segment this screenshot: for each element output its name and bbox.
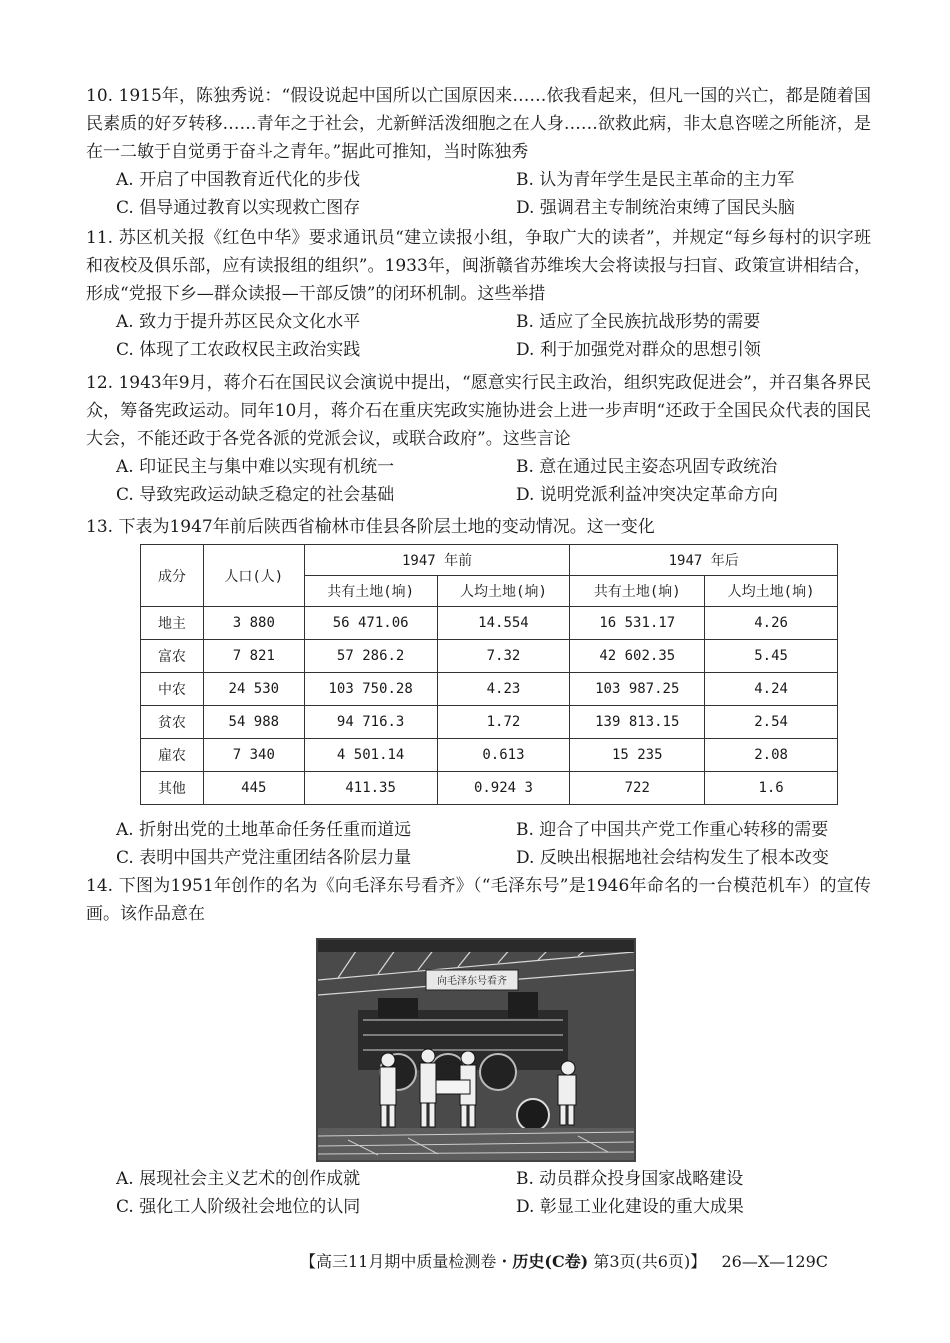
question-14 (86, 872, 871, 928)
option-c: C. 导致宪政运动缺乏稳定的社会基础 (116, 485, 395, 505)
question-10 (86, 82, 871, 222)
option-b: B. 意在通过民主姿态巩固专政统治 (516, 457, 778, 477)
question-10-options (86, 166, 871, 222)
cell-class: 地主 (141, 607, 204, 640)
question-12 (86, 369, 871, 509)
cell-population: 7 340 (203, 739, 304, 772)
cell-before-total: 4 501.14 (304, 739, 437, 772)
option-a: A. 开启了中国教育近代化的步伐 (116, 170, 361, 190)
poster-sign-text: 向毛泽东号看齐 (437, 976, 507, 987)
question-11 (86, 224, 871, 364)
question-10-stem: 10. 1915年，陈独秀说：“假设说起中国所以亡国原因来……依我看起来，但凡一国的兴亡，都是随着国民素质的好歹转移……青年之于社会，尤新鲜活泼细胞之在人身……欲救此病，非太息咨嗟之所能济，是在一二敏于自觉勇于奋斗之青年。”据此可推知，当时陈独秀 (86, 86, 871, 162)
footer-page-number: 第3页(共6页)】 (593, 1252, 707, 1271)
option-a: A. 折射出党的土地革命任务任重而道远 (116, 820, 412, 840)
option-b: B. 认为青年学生是民主革命的主力军 (516, 170, 795, 190)
option-d: D. 反映出根据地社会结构发生了根本改变 (516, 848, 829, 868)
cell-before-avg: 0.924 3 (437, 772, 570, 805)
cell-after-avg: 2.08 (705, 739, 838, 772)
poster-illustration (318, 940, 634, 1160)
cell-before-avg: 1.72 (437, 706, 570, 739)
cell-population: 3 880 (203, 607, 304, 640)
question-14-stem: 14. 下图为1951年创作的名为《向毛泽东号看齐》（“毛泽东号”是1946年命名的一台模范机车）的宣传画。该作品意在 (86, 876, 871, 924)
header-before-1947: 1947 年前 (304, 545, 570, 576)
question-13 (86, 513, 871, 541)
table-row (141, 640, 838, 673)
option-a: A. 印证民主与集中难以实现有机统一 (116, 457, 395, 477)
cell-before-total: 103 750.28 (304, 673, 437, 706)
cell-after-total: 103 987.25 (570, 673, 705, 706)
option-a: A. 展现社会主义艺术的创作成就 (116, 1169, 361, 1189)
option-d: D. 说明党派利益冲突决定革命方向 (516, 485, 778, 505)
option-c: C. 倡导通过教育以实现救亡图存 (116, 198, 361, 218)
footer-subject: 历史(C卷) (512, 1252, 589, 1271)
cell-before-total: 411.35 (304, 772, 437, 805)
table-row (141, 739, 838, 772)
option-d: D. 彰显工业化建设的重大成果 (516, 1197, 744, 1217)
cell-population: 24 530 (203, 673, 304, 706)
option-c: C. 体现了工农政权民主政治实践 (116, 340, 361, 360)
header-population: 人口(人) (203, 545, 304, 607)
option-b: B. 适应了全民族抗战形势的需要 (516, 312, 761, 332)
propaganda-poster-image (316, 938, 636, 1162)
page-footer (300, 1249, 860, 1272)
cell-before-avg: 14.554 (437, 607, 570, 640)
cell-after-avg: 4.26 (705, 607, 838, 640)
header-before-total: 共有土地(垧) (304, 576, 437, 607)
table-row (141, 706, 838, 739)
cell-after-total: 16 531.17 (570, 607, 705, 640)
cell-class: 雇农 (141, 739, 204, 772)
table-row (141, 772, 838, 805)
cell-population: 445 (203, 772, 304, 805)
cell-class: 贫农 (141, 706, 204, 739)
cell-before-avg: 0.613 (437, 739, 570, 772)
cell-before-avg: 4.23 (437, 673, 570, 706)
question-13-options (86, 816, 871, 872)
question-13-stem: 13. 下表为1947年前后陕西省榆林市佳县各阶层土地的变动情况。这一变化 (86, 517, 655, 537)
cell-before-total: 94 716.3 (304, 706, 437, 739)
option-d: D. 强调君主专制统治束缚了国民头脑 (516, 198, 795, 218)
header-after-total: 共有土地(垧) (570, 576, 705, 607)
cell-class: 中农 (141, 673, 204, 706)
header-before-avg: 人均土地(垧) (437, 576, 570, 607)
cell-class: 其他 (141, 772, 204, 805)
footer-exam-title: 【高三11月期中质量检测卷・ (300, 1252, 513, 1271)
table-row (141, 673, 838, 706)
option-b: B. 动员群众投身国家战略建设 (516, 1169, 744, 1189)
cell-population: 54 988 (203, 706, 304, 739)
cell-after-avg: 1.6 (705, 772, 838, 805)
header-after-avg: 人均土地(垧) (705, 576, 838, 607)
cell-after-avg: 4.24 (705, 673, 838, 706)
question-11-options (86, 308, 871, 364)
header-after-1947: 1947 年后 (570, 545, 838, 576)
cell-before-avg: 7.32 (437, 640, 570, 673)
footer-paper-code: 26—X—129C (721, 1252, 829, 1271)
option-a: A. 致力于提升苏区民众文化水平 (116, 312, 361, 332)
option-c: C. 强化工人阶级社会地位的认同 (116, 1197, 361, 1217)
cell-after-total: 15 235 (570, 739, 705, 772)
cell-after-total: 722 (570, 772, 705, 805)
table-row (141, 607, 838, 640)
option-b: B. 迎合了中国共产党工作重心转移的需要 (516, 820, 829, 840)
cell-before-total: 56 471.06 (304, 607, 437, 640)
question-12-stem: 12. 1943年9月，蒋介石在国民议会演说中提出，“愿意实行民主政治，组织宪政促进会”，并召集各界民众，筹备宪政运动。同年10月，蒋介石在重庆宪政实施协进会上进一步声明“还政于全国民众代表的国民大会，不能还政于各党各派的党派会议，或联合政府”。这些言论 (86, 373, 871, 449)
question-14-options (86, 1165, 871, 1221)
cell-population: 7 821 (203, 640, 304, 673)
cell-after-avg: 5.45 (705, 640, 838, 673)
header-class: 成分 (141, 545, 204, 607)
land-change-table (140, 544, 838, 805)
question-11-stem: 11. 苏区机关报《红色中华》要求通讯员“建立读报小组，争取广大的读者”，并规定“每乡每村的识字班和夜校及俱乐部，应有读报组的组织”。1933年，闽浙赣省苏维埃大会将读报与扫盲、政策宣讲相结合，形成“党报下乡—群众读报—干部反馈”的闭环机制。这些举措 (86, 228, 871, 304)
cell-class: 富农 (141, 640, 204, 673)
cell-after-avg: 2.54 (705, 706, 838, 739)
cell-after-total: 42 602.35 (570, 640, 705, 673)
cell-after-total: 139 813.15 (570, 706, 705, 739)
question-12-options (86, 453, 871, 509)
cell-before-total: 57 286.2 (304, 640, 437, 673)
option-d: D. 利于加强党对群众的思想引领 (516, 340, 761, 360)
option-c: C. 表明中国共产党注重团结各阶层力量 (116, 848, 412, 868)
